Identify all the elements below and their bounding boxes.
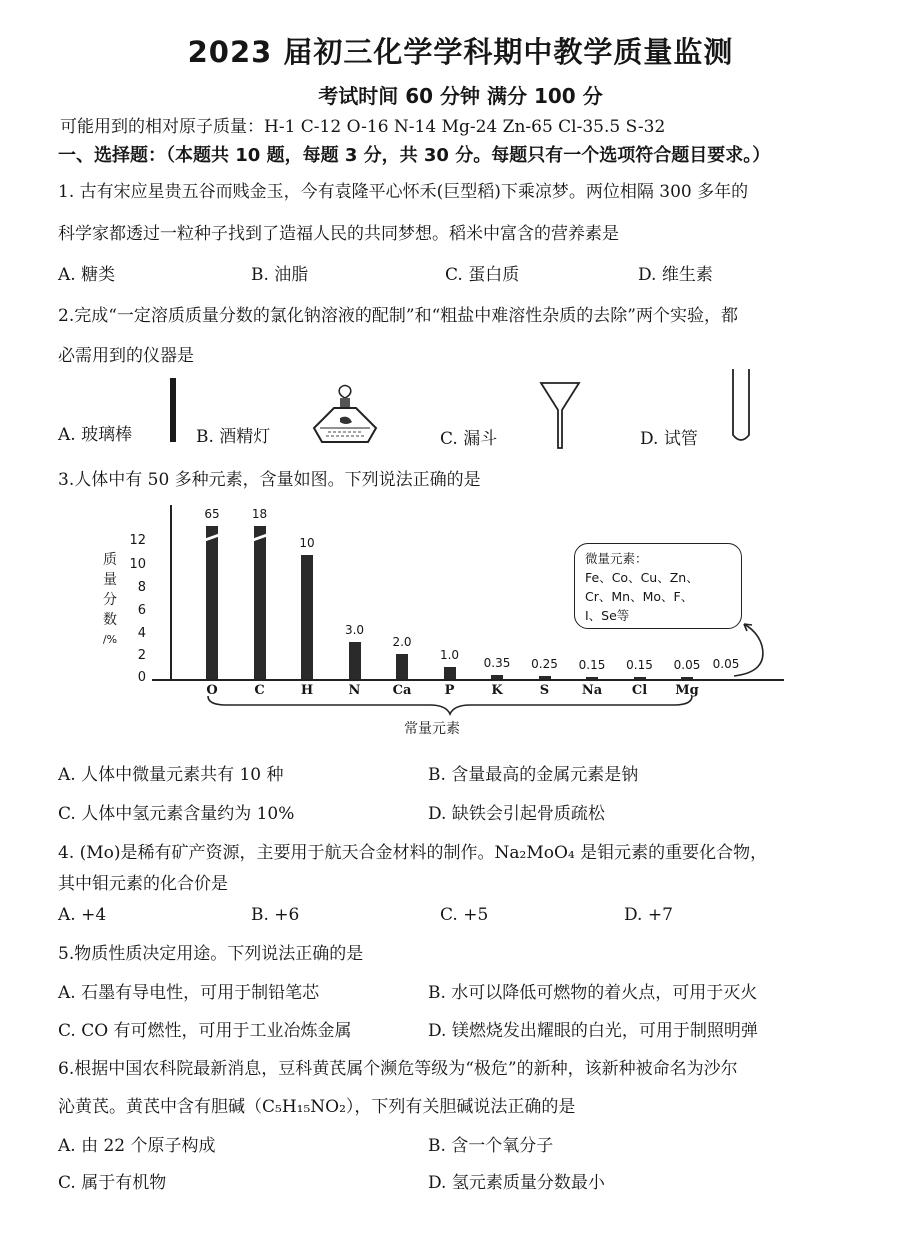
x-axis [152,679,784,681]
q1-option-d: D. 维生素 [638,265,713,285]
chart-ylabel [98,550,122,650]
ylabel-char: 质 [103,552,117,568]
q3-option-c: C. 人体中氢元素含量约为 10% [58,804,295,824]
value-label: 2.0 [392,635,412,650]
trace-box-line: Cr、Mn、Mo、F、 [585,589,694,604]
y-axis [170,505,172,680]
bar-p [444,667,456,679]
x-tick-label: Ca [392,683,412,698]
y-tick-label: 10 [129,557,146,572]
value-label: 10 [299,535,315,550]
ylabel-char: 分 [103,592,117,608]
value-label: 18 [251,507,268,522]
x-tick-label: S [539,683,550,698]
question-1-line-2: 科学家都透过一粒种子找到了造福人民的共同梦想。稻米中富含的营养素是 [58,224,619,244]
q2-option-b: B. 酒精灯 [196,427,271,447]
bar-n [349,642,361,679]
value-label: 0.15 [626,658,653,672]
y-tick-label: 6 [137,603,146,618]
question-2-line-1: 2.完成“一定溶质质量分数的氯化钠溶液的配制”和“粗盐中难溶性杂质的去除”两个实验，都 [58,306,738,326]
question-2-line-2: 必需用到的仪器是 [58,346,194,366]
value-label: 0.25 [531,656,558,671]
question-1-line-1: 1. 古有宋应星贵五谷而贱金玉，今有袁隆平心怀禾(巨型稻)下乘凉梦。两位相隔 300 多年的 [58,182,749,202]
x-tick-label: Na [581,683,603,698]
q4-option-b: B. +6 [251,905,300,925]
q5-option-b: B. 水可以降低可燃物的着火点，可用于灭火 [428,983,758,1003]
trace-box-line: Fe、Co、Cu、Zn、 [585,570,699,585]
q4-option-a: A. +4 [58,905,107,925]
q1-option-c: C. 蛋白质 [445,265,520,285]
exam-info: 考试时间 60 分钟 满分 100 分 [318,84,603,108]
bar-c [254,526,266,679]
question-3-line-1: 3.人体中有 50 多种元素，含量如图。下列说法正确的是 [58,470,481,490]
trace-box-title: 微量元素： [585,551,648,566]
trace-box-line: I、Se等 [585,608,630,623]
section-heading: 一、选择题：（本题共 10 题，每题 3 分，共 30 分。每题只有一个选项符合题目要求。） [58,145,771,166]
q5-option-d: D. 镁燃烧发出耀眼的白光，可用于制照明弹 [428,1021,758,1041]
q3-option-d: D. 缺铁会引起骨质疏松 [428,804,605,824]
q3-option-a: A. 人体中微量元素共有 10 种 [58,765,284,785]
q1-option-b: B. 油脂 [251,265,309,285]
q2-option-a: A. 玻璃棒 [58,425,133,445]
question-4-line-2: 其中钼元素的化合价是 [58,874,228,894]
atomic-masses: 可能用到的相对原子质量：H-1 C-12 O-16 N-14 Mg-24 Zn-65 Cl-35.5 S-32 [60,117,666,137]
q1-option-a: A. 糖类 [58,265,116,285]
value-label: 0.35 [483,655,511,670]
q6-option-b: B. 含一个氧分子 [428,1136,554,1156]
bar-k [491,675,503,679]
x-tick-label: C [254,683,265,698]
ylabel-char: 量 [103,572,117,588]
major-elements-brace [206,694,694,716]
q4-option-c: C. +5 [440,905,489,925]
x-tick-label: N [348,683,361,698]
page-title: 2023 届初三化学学科期中教学质量监测 [187,35,734,69]
bar-mg [681,677,693,679]
question-6-line-2: 沁黄芪。黄芪中含有胆碱（C₅H₁₅NO₂），下列有关胆碱说法正确的是 [58,1097,576,1117]
bar-cl [634,677,646,679]
y-tick-label: 4 [137,626,146,641]
y-tick-label: 8 [137,580,146,595]
q5-option-a: A. 石墨有导电性，可用于制铅笔芯 [58,983,320,1003]
x-tick-label: O [206,683,218,698]
x-tick-label: H [300,683,314,698]
question-4-line-1: 4. (Mo)是稀有矿产资源，主要用于航天合金材料的制作。Na₂MoO₄ 是钼元素的重要化合物， [58,843,768,863]
extra-value-label: 0.05 [712,657,740,671]
brace-label: 常量元素 [404,721,460,737]
pointer-arrow [732,616,772,678]
question-6-line-1: 6.根据中国农科院最新消息，豆科黄芪属个濒危等级为“极危”的新种，该新种被命名为沙尔 [58,1059,738,1079]
trace-elements-box [574,543,742,629]
ylabel-char: /% [102,633,118,646]
y-tick-label: 0 [137,670,146,685]
value-label: 0.15 [578,658,606,672]
x-tick-label: K [491,683,503,698]
value-label: 65 [204,507,220,522]
q5-option-c: C. CO 有可燃性，可用于工业冶炼金属 [58,1021,352,1041]
bar-na [586,677,598,679]
bar-s [539,676,551,679]
q4-option-d: D. +7 [624,905,673,925]
x-tick-label: Mg [675,683,699,698]
x-tick-label: Cl [631,683,648,698]
q6-option-c: C. 属于有机物 [58,1173,167,1193]
bar-o [206,526,218,679]
q3-option-b: B. 含量最高的金属元素是钠 [428,765,639,785]
q2-option-c: C. 漏斗 [440,429,498,449]
q6-option-d: D. 氢元素质量分数最小 [428,1173,605,1193]
ylabel-char: 数 [103,612,117,628]
x-tick-label: P [444,683,455,698]
bar-h [301,555,313,679]
q6-option-a: A. 由 22 个原子构成 [58,1136,216,1156]
question-5-line-1: 5.物质性质决定用途。下列说法正确的是 [58,944,364,964]
y-tick-label: 2 [137,648,146,663]
q2-option-d: D. 试管 [640,429,698,449]
value-label: 0.05 [673,658,701,672]
bar-ca [396,654,408,679]
y-tick-label: 12 [129,533,146,548]
value-label: 1.0 [439,647,460,662]
value-label: 3.0 [344,622,365,637]
